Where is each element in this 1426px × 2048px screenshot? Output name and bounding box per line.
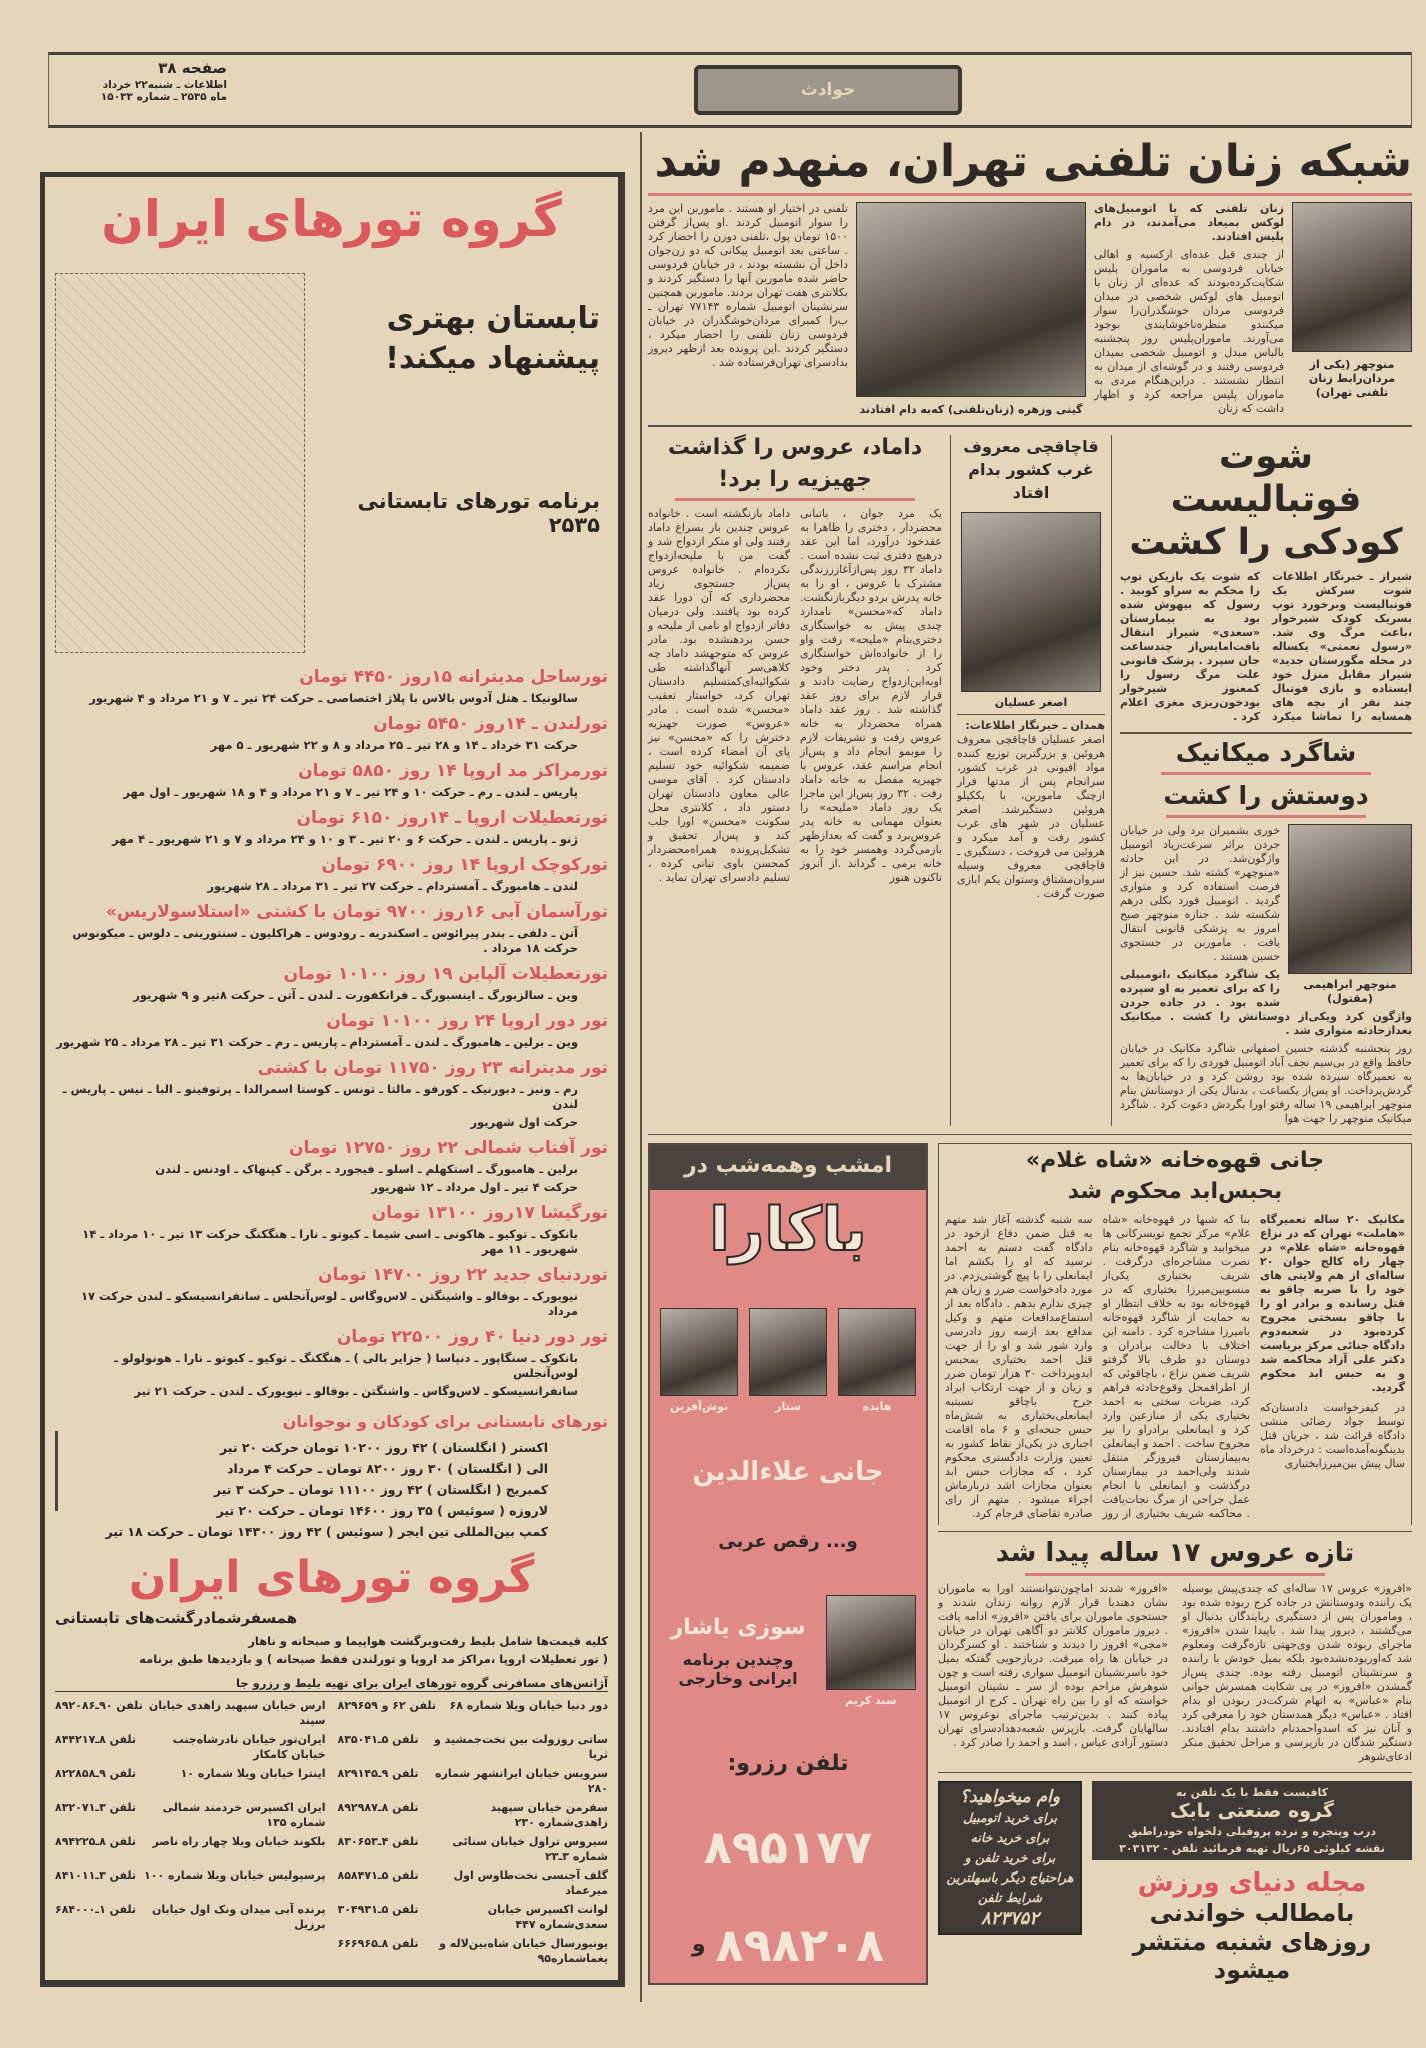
tour-ad-header [55, 189, 608, 659]
tour-title: تورتعطیلات اروپا ـ ۱۴روز ۶۱۵۰ تومان [296, 808, 608, 828]
agency-address: ارس خیابان سپهبد زاهدی خیابان سپند [148, 1698, 326, 1727]
mechanic-body-top: خوری بشمیران برد ولی در خیابان جردن براثر سرعت‌زیاد اتومبیل واژگون‌شد. در این حادثه «منوچهر» کشته شد. حسین نیز از فرصت استفاده کرد و متواری گردید . اتومبیل فورد بکلی درهم شکسته شد . جنازه منوچهر صبح امروز به پزشکی قانونی انتقال یافت . ماموربن در جستجوی حسین هستند . [1120, 824, 1280, 964]
performer-photo [749, 1308, 827, 1396]
reservation-phone-1: ۸۹۵۱۷۷ [703, 1820, 873, 1875]
photo-victim-caption: منوچهر ابراهیمی (مقتول) [1303, 978, 1397, 1006]
agency-item [338, 1764, 609, 1798]
headline-underline [675, 498, 915, 501]
johnny-aladdin: جانی علاءالدین [692, 1457, 884, 1488]
issue-date: اطلاعات ـ شنبه۲۲ خرداد [102, 79, 227, 91]
issue-info [57, 59, 227, 103]
agency-phone: تلفن ۸ـ۸۹۴۲۲۵ [55, 1834, 137, 1848]
cafe-headline-2: بحبس‌ابد محکوم شد [1067, 1178, 1283, 1204]
tour-companion: همسفرشمادرگشت‌های تابستانی [55, 1608, 298, 1627]
tour-title: توردنیای جدید ۲۲ روز ۱۴۷۰۰ تومان [318, 1265, 608, 1285]
tour-details: حرکت اول شهریور [470, 1115, 578, 1129]
performer-name: نوش‌آفرین [669, 1400, 729, 1414]
tour-price-note-2: ( تور تعطیلات اروپا ،مراکز مد اروپا و تورلندن فقط صبحانه ) و بازدیدها طبق برنامه [139, 1651, 608, 1666]
agency-item [55, 1798, 326, 1832]
agency-item [338, 1934, 609, 1968]
tour-details: حرکت ۴ تیر ـ اول مرداد ـ ۱۲ شهریور [371, 1180, 578, 1194]
section-label-box [694, 65, 962, 115]
agencies-list [55, 1696, 608, 1968]
tour-details: ژنو ـ پاریس ـ لندن ـ حرکت ۶ و ۲۰ تیر ـ ۳ و ۱۰ و ۲۴ مرداد و ۷ و ۲۱ شهریور ـ ۴ مهر [112, 832, 578, 846]
agency-phone: تلفن ۱ـ۶۸۴۰۰۰ [55, 1902, 137, 1916]
football-headline-line1: شوت فوتبالیست [1170, 435, 1362, 520]
agency-item [338, 1730, 609, 1764]
cafe-story-box [938, 1143, 1412, 1525]
agency-phone: تلفن ۳ـ۸۳۲۰۷۱ [55, 1800, 137, 1814]
tour-title: تورکوچک اروپا ۱۴ روز ۶۹۰۰ تومان [321, 855, 608, 875]
agency-address: سیروس تراول خیابان سنائی شماره ۳ـ۲۳ [452, 1834, 608, 1863]
agency-item [55, 1764, 326, 1798]
row-three-right [938, 1143, 1412, 1985]
tour-details: وین ـ سالزبورگ ـ اینسبورگ ـ فرانکفورت ـ لندن ـ آتن ـ حرکت ۸تیر و ۹ شهریور [133, 988, 578, 1002]
cafe-body-left: بنا که شبها در قهوه‌خانه «شاه غلام» مرکز تجمع تویسرکانی ها میخوابید و شاگرد قهوه‌خانه بنام نصرت مشاجره‌ای درگرفت . شریف بختیاری یکی‌از منسوبین‌میرزا بختیاری که در قهوه‌خانه بود به خلاف انتظار او به حمایت از شاگرد قهوه‌خانه بامیرزا مشاجره کرد . دامنه این اختلاف با دخالت برادران و دوستان دو طرف بالا گرفتو شریف ضمن نزاع ، باچاقوئی که از اطرافمحل وقوع‌حادثه فراهم کرد، ضربات سختی به احمد بختیاری یکی از منازعین وارد کرد و ایمانعلی برادراو را نیز مجروح ساخت . احمد و ایمانعلی به‌بیمارستان فیروزگر منتقل شدند ولی‌احمد در بیمارستان درگذشت و ایمانعلی با انجام عمل جراحی از مرگ نجات‌یافت . محاکمه شریف بختیاری از روز سه شنبه گذشته آغاز شد متهم به قتل ضمن دفاع ازخود در دادگاه گفت دستم به احمد نرسید که او را بکشم اما ایمانعلی را با پیچ گوشتی‌زدم. در مورد دادخواست ضرر و زیان هم چیزی ندارم بدهم . دادگاه بعد از استماع‌مدافعات متهم و وکیل مدافع بعد ازسه روز دادرسی وارد شور شد و او را از جهت قتل احمد بختیاری بمحبس ابدوپرداخت ۳۰ هزار تومان ضرر و زیان و از جهت ارتکاب ایراد جرح باچاقو نسبتبه ایمانعلی‌بختیاری به شش‌ماه حبس جنحه‌ای و ۶ ماه اقامت اجباری در یکی‌از نقاط کشور به تعیین وزارت دادگستری محکوم کرد ، که مجازات حبس ابد بعنوان مجازات اشد دربارماش اجراء میشود . متهم از رای صادره تقاضای فرجام کرد. [945, 1213, 1250, 1521]
photo-manouchehr-caption: منوچهر (یکی از مردان‌رابط زنان تلفنی تهران) [1308, 357, 1396, 399]
bride-body-left: «افروز» شدند اماچون‌نتوانستند اورا به ماموران نشان دهندبا قرار لازم روانه زندان شدند و جستجوی ماموران برای یافتن «افروز» ادامه یافت . دیروز ماموران کلانتر دو آگاهی تهران در خیابان «مجی» افروز را دیدند و شناختند . او کسرگردان در خیابان ها راه میرفت. دربازجویی گفتکه بمیل خود باسرنشینان اتومبیل سواری رفته است و چون شوهرش مزاحم بوده از سر ـ نشینان اتومبیل خواسته که او را بین راه تهران ـ کرج از اتومبیل پیاده کنند . بدین‌ترتیب ماجرای نوعروس ۱۷ سالهایان گرفت. بازپرس شعبه‌دهدادسرای تهران دستور آزادی عباس ، اسد و احمد را صادر کرد . [938, 1582, 1168, 1750]
reservation-label: تلفن رزرو: [727, 1751, 849, 1777]
tour-details: حرکت ۳۱ خرداد ـ ۱۴ و ۲۸ تیر ـ ۲۵ مرداد و ۸ و ۲۲ شهریور ـ ۵ مهر [210, 738, 578, 752]
tour-details: آتن ـ دلفی ـ بندر پیرائوس ـ اسکندریه ـ رودوس ـ هراکلیون ـ سنتورینی ـ دلوس ـ میکونوس حرکت ۱۸ مرداد . [72, 926, 578, 955]
agency-item [55, 1900, 326, 1934]
tour-details: بانکوک ـ سنگاپور ـ دنپاسا ( جزایر بالی ) ـ هنگکنگ ـ توکیو ـ کیوتو ـ نارا ـ هونولولو ـ لوس‌آنجلس [114, 1351, 578, 1380]
performer-name: ستار [775, 1400, 801, 1414]
cafe-right-column [1260, 1213, 1405, 1521]
singer-caption: سید کریم [845, 1694, 897, 1708]
row-two [648, 425, 1412, 1135]
agency-phone: تلفن ۸ـ۸۴۴۲۱۷ [55, 1732, 137, 1746]
babak-line2: درب وپنجره و نرده پروفیلی دلخواه خودراطبق [1127, 1825, 1376, 1839]
tour-details: نیویورک ـ بوفالو ـ واشینگتن ـ لاس‌وگاس ـ لوس‌آنجلس ـ سانفرانسیسکو ـ لندن حرکت ۱۷ مرداد [80, 1289, 578, 1318]
bakara-venue-logo: باکارا [709, 1194, 867, 1265]
tour-title: تور دور دنیا ۴۰ روز ۲۲۵۰۰ تومان [336, 1327, 608, 1347]
agency-item [338, 1900, 609, 1934]
youth-tours-title: تورهای تابستانی برای کودکان و نوجوانان [282, 1412, 608, 1431]
main-story [648, 202, 1412, 425]
photo-arrested-women-caption: گیتی وزهره (زنان‌تلفنی) که‌به دام افتادند [859, 402, 1083, 416]
headline-underline [648, 193, 1412, 196]
mechanic-story-body [1120, 824, 1412, 1126]
agency-address: ایران اکسپرس خردمند شمالی شماره ۱۳۵ [162, 1800, 326, 1829]
arabic-dance: و... رقص عربی [718, 1531, 858, 1553]
agency-item [338, 1832, 609, 1866]
tour-brand-title: گروه تورهای ایران [101, 190, 562, 248]
tour-title: تورلندن ـ ۱۴روز ۵۴۵۰ تومان [373, 714, 608, 734]
agency-phone: تلفن ۵ـ۳۰۴۹۳۱ [337, 1902, 419, 1916]
babak-line3: نقشه کیلوئی ۶۵ریال تهیه فرمائید تلفن - ۳۰۳۱۳۲ [1119, 1841, 1385, 1855]
smuggler-photo-caption: اصغر عسلیان [957, 692, 1105, 715]
tour-price-note-1: کلیه قیمت‌ها شامل بلیط رفت‌وبرگشت هواپیما و صبحانه و ناهار [248, 1633, 608, 1648]
agency-item [338, 1798, 609, 1832]
agency-address: ایران‌تور خیابان نادرشاه‌جنب خیابان کامکار [172, 1732, 326, 1761]
tour-details: برلین ـ هامبورگ ـ استکهلم ـ اسلو ـ فیجورد ـ برگن ـ کپنهاک ـ اودنس ـ لندن [155, 1162, 578, 1176]
more-programs: وچندین برنامه ایرانی وخارجی [678, 1649, 798, 1689]
smuggler-story [950, 435, 1112, 1127]
performer-name: هایده [862, 1400, 892, 1414]
photo-arrested-women [856, 202, 1086, 397]
groom-body-right: یک مرد جوان ، باتبانی محضردار ، دختری را ظاهرا به عقدخود درآورد، اما این عقد درهیچ دفتری ثبت نشده است . داماد ۳۲ روز پس‌ازآغازززندگی مشترک با عروس ، او را به خانه پدرش بردو دیگربازنگشت. داماد که«محسن» نامدارد چندی پیش به خواستگاری دختری‌بنام «ملیحه» رفت واو را از خانواده‌اش خواستگاری کرد . پدر دختر وخود اوبه‌این‌ازدواج رضایت دادند و قرار لازم برای روز عقد گذاشته شد . روز عقد داماد همراه محضردار به خانه عروس رفت و تشریفات لازم را موبمو انجام داد و پس‌از انجام مراسم عقد، عروس با جهیزیه مفصل به خانه داماد رفت . ۳۲ روز پس‌از این ماجرا یک روز داماد «ملیحه» را بعنوان مهمانی به خانه پدر عروس‌برد و گفت که بعدازظهر بازمی‌گردد وهمسر خود را به خانه برمی ـ گرداند .از آنروز تاکنون هنوز [800, 506, 942, 884]
tour-title: تور دور اروپا ۲۴ روز ۱۰۱۰۰ تومان [326, 1011, 608, 1031]
mechanic-body: روز پنجشنبه گذشته حسین اصفهانی شاگرد مکانیک در خیابان حافظ واقع در بی‌سیم نجف آباد اتومبیل فوردی را که برای تعمیر به تعمیرگاه سپرده شده بود روشن کرد و در خیابان‌ها به گردش‌پرداخت. او پس‌از یکساعت ، بدنبال یکی از دوستانش بنام منوچهر ابراهیمی ۱۹ ساله رفتو اورا بگردش دعوت کرد . شاگرد میکانیک منوچهر را جهت هوا [1120, 1042, 1412, 1126]
photo-asghar-asalian [961, 512, 1101, 692]
performer-photo [660, 1308, 738, 1396]
agency-phone: تلفن ۹۰ـ۸۹۲۰۸۶ [55, 1698, 143, 1712]
cafe-body-mid: در کیفرخواست دادستان‌که توسط جواد رضائی منشی دادگاه قرائت شد ، جریان قتل بدینگونه‌آمده‌است : درخرداد ماه سال پیش بین‌میرزابختیاری [1260, 1401, 1405, 1471]
reservation-phone-2: ۸۹۸۲۰۸ [715, 1918, 885, 1973]
tour-program-title: برنامه تورهای تابستانی ۲۵۳۵ [357, 489, 600, 537]
tour-title: تورگیشا ۱۷روز ۱۳۱۰۰ تومان [371, 1203, 608, 1223]
football-headline [1120, 435, 1412, 565]
tour-details: لندن ـ هامبورگ ـ آمستردام ـ حرکت ۲۷ تیر ـ ۳۱ مرداد ـ ۲۸ شهریور [207, 879, 578, 893]
headline-underline [1025, 1573, 1325, 1576]
tour-details: سالونیکا ـ هتل آدوس بالاس با پلاژ اختصاصی ـ حرکت ۲۴ تیر ـ ۷ و ۲۱ مرداد و ۴ شهریور [89, 691, 578, 705]
youth-tour-item: کمبریج ( انگلستان ) ۴۲ روز ۱۱۱۰۰ تومان ـ حرکت ۳ تیر [213, 1482, 548, 1497]
loan-line: برای خرید تلفن و [964, 1849, 1056, 1865]
smuggler-body: اصغر عسلیان قاچاقچی معروف هروئین و بزرگترین توزیع کننده مواد افیونی در غرب کشور، سرانجام پس از مدتها فرار ازچنگ ماموربن، با یککیلو هروئین دستگیرشد. اصغر عسلیان در شهر های غرب کشور رفت و آمد میکرد و هروئین می فروخت ، دستگیری ـ قاچاقچی معروف وسیله سروان‌مشتاق وستوان یکم ایازی صورت گرفت . [957, 732, 1105, 900]
youth-tour-item: الی ( انگلستان ) ۳۰ روز ۸۲۰۰ تومان ـ حرکت ۴ مرداد [227, 1461, 548, 1476]
loan-line: هراحتیاج دیگر باسهلترین [946, 1869, 1074, 1885]
loan-line: برای خرید خانه [970, 1829, 1050, 1845]
magazine-line2: روزهای شنبه منتشر میشود [1132, 1927, 1372, 1985]
smuggler-headline: قاچاقچی معروف غرب کشور بدام افتاد [963, 436, 1099, 502]
babak-name: گروه صنعتی بابک [1170, 1799, 1334, 1822]
youth-tour-item: کمپ بین‌المللی تین ایجر ( سوئیس ) ۴۲ روز ۱۴۳۰۰ تومان ـ حرکت ۱۸ تیر [105, 1524, 548, 1539]
tour-details: سانفرانسیسکو ـ لاس‌وگاس ـ واشنگتن ـ بوفالو ـ نیویورک ـ لندن ـ حرکت ۲۱ تیر [134, 1384, 578, 1398]
section-title: حوادث [800, 80, 856, 100]
performer-card [749, 1308, 827, 1414]
agency-address: اینترا خیابان ویلا شماره ۱۰ [180, 1766, 326, 1780]
tour-list [55, 666, 608, 1399]
photo-seyed-karim [826, 1595, 916, 1690]
youth-tour-item: اکستر ( انگلستان ) ۴۲ روز ۱۰۲۰۰ تومان حرکت ۲۰ تیر [219, 1440, 548, 1455]
agency-phone: تلفن ۵ـ۸۳۵۰۴۱ [337, 1732, 419, 1746]
agency-phone: تلفن ۳ـ۸۴۱۰۱۱ [55, 1868, 137, 1882]
bakara-ad [648, 1143, 928, 1985]
tour-details: بانکوک ـ توکیو ـ هاکونی ـ اسی شیما ـ کیوتو ـ نارا ـ هنگکنگ حرکت ۱۳ تیر ـ ۱۰ مرداد ـ ۱۴ شهریور ـ ۱۱ مهر [82, 1227, 578, 1256]
loan-title: وام میخواهید؟ [959, 1787, 1061, 1808]
football-body: شیراز ـ خبرنگار اطلاعات شوت سرکش یک فوتبالیست وبرخورد توپ بسریک کودک شیرخوار ،باعث مرگ وی شد. «رسول نعمتی» یکساله در محله مگورستان جدید» شیراز مقابل منزل خود ایستاده و بازی فوتبال چند نفر از بچه های همسایه را تماشا میکرد که شوت یک بازیکن توپ را محکم به سراو کوبید . رسول که بیهوش شده بود به بیمارستان «سعدی» شیراز انتقال یافت‌امایس‌از چندساعت جان سپرد . پزشک قانونی علت مرگ رسول را کمعنوز شیرخوار بودخون‌ریزی مغزی اعلام کرد . [1120, 570, 1412, 724]
dancer-name: سوزی یاشار [670, 1615, 806, 1641]
photo-women-block [856, 202, 1086, 417]
mechanic-headline-1: شاگرد میکانیک [1175, 738, 1357, 768]
cafe-lead: مکانیک ۲۰ ساله تعمیرگاه «هاملت» تهران که در نزاع قهوه‌خانه «شاه غلام» در چهار راه کالج جوان ۲۰ ساله‌ای از هم ولایتی های خود را با ضربه چاقو به قتل رسانده و برادر او را با چاقو بسختی مجروح کرده‌بود در شعبه‌دوم دادگاه جنائی مرکز بریاست دکتر علی آزاد محاکمه شد و به حبس ابد محکوم گردید. [1260, 1213, 1405, 1395]
headline-underline [1166, 815, 1366, 818]
tour-details: رم ـ ونیز ـ دبورنیک ـ کورفو ـ مالتا ـ تونس ـ کوستا اسمرالدا ـ پرتوفینو ـ البا ـ نیس ـ پاریس ـ لندن [62, 1082, 578, 1111]
bride-body-right: «افروز» عروس ۱۷ ساله‌ای که چندی‌پیش بوسیله یک راننده ودوستانش در جاده کرج ربوده شده بود ، وماموران پس از دستگیری ربایندگان بدنبال او می‌گشتند ، دیروز پیدا شد . باپیدا شدن «افروز» ماجرای ربوده شدن وی‌جهتی تازه‌گرفت ومعلوم شد که‌اوربوده‌نشده‌بود بلکه بمیل خودش با راننده و سرنشینان اتومبیل رفته بوده. چندی پس‌از گمشدن «افروز» در پی شکایت همسرش جوانی بنام «عباس» به اتهام شرکت‌در ربودن او بدام افتاد . «عباس» دیگر همدستان خود را معرفی کرد و آنان نیز که اسدواحمدنام داشتند بدام افتادند. دستگیر شدگان در بازپرسی و مراحل تحقیق منکر ادعای‌شوهر [1182, 1582, 1412, 1764]
ad-code-mark [55, 1431, 65, 1511]
agency-item [55, 1866, 326, 1900]
photo-manouchehr-ebrahimi [1288, 824, 1412, 974]
youth-tour-item: لاروزه ( سوئیس ) ۳۵ روز ۱۴۶۰۰ تومان ـ حرکت ۲۰ تیر [216, 1503, 548, 1518]
agency-item [55, 1832, 326, 1866]
agency-address: پرنده آبی میدان ونک اول خیابان برزیل [151, 1902, 326, 1931]
tour-title: تورساحل مدیترانه ۱۵روز ۴۴۵۰ تومان [299, 667, 608, 687]
performer-photo [838, 1308, 916, 1396]
youth-tours [55, 1411, 608, 1542]
football-headline-line2: کودکی را کشت [1129, 522, 1403, 564]
agency-item [338, 1696, 609, 1730]
agency-address: لوانت اکسپرس خیابان سعدی‌شماره ۴۴۷ [487, 1902, 608, 1931]
babak-line1: کافیست فقط با یک تلفن به [1176, 1786, 1328, 1800]
main-headline: شبکه زنان تلفنی تهران، منهدم شد [654, 136, 1412, 187]
divider [1120, 732, 1412, 734]
agency-address: گلف آجنسی تخت‌طاوس اول میرعماد [453, 1868, 608, 1897]
agency-item [338, 1866, 609, 1900]
page-header [48, 52, 1412, 128]
agency-phone: تلفن ۸ـ۸۹۲۹۸۷ [337, 1800, 419, 1814]
agency-phone: تلفن ۹ـ۸۲۹۱۴۵ [337, 1766, 419, 1780]
performer-card [660, 1308, 738, 1414]
agency-phone: تلفن ۴ـ۸۳۰۶۵۳ [337, 1834, 419, 1848]
singer-block [826, 1595, 916, 1708]
agency-phone: تلفن ۹ـ۸۲۲۸۵۸ [55, 1766, 137, 1780]
bottom-ads [938, 1772, 1412, 1985]
bakara-top-line: امشب وهمه‌شب در [683, 1153, 893, 1179]
groom-headline-2: جهیزیه را برد! [718, 467, 872, 493]
agencies-title: آژانس‌های مسافرتی گروه تورهای ایران برای تهیه بلیط و رزرو جا [55, 1675, 608, 1692]
magazine-title: مجله دنیای ورزش [1137, 1867, 1367, 1898]
issue-number: ماه ۲۵۳۵ ـ شماره ۱۵۰۳۳ [100, 91, 227, 103]
main-story-lead: زنان تلفنی که با اتومبیل‌های لوکس بمیعاد می‌آمدند، در دام پلیس افتادند. [1094, 201, 1284, 243]
mechanic-lead: یک شاگرد میکانیک ،اتومبیلی را که برای تعمیر به او سپرده شده بود . در جاده جردن واژگون کرد ویکی‌از دوستانش را کشت . میکانیک بعدازحادثه متواری شد . [1120, 968, 1412, 1038]
photo-man-block [1292, 202, 1412, 417]
bride-headline: تازه عروس ۱۷ ساله پیدا شد [995, 1538, 1355, 1569]
agency-item [55, 1696, 326, 1730]
agency-address: دور دنیا خیابان ویلا شماره ۶۸ [449, 1698, 608, 1712]
headline-underline [1161, 772, 1371, 775]
agency-address: پرسپولیس خیابان ویلا شماره ۱۰۰ [144, 1868, 326, 1882]
agency-phone: تلفن ۶۲ و ۸۲۹۶۵۹ [337, 1698, 437, 1712]
right-section [648, 136, 1412, 1985]
tour-title: تور آفتاب شمالی ۲۲ روز ۱۲۷۵۰ تومان [288, 1138, 608, 1158]
europe-landmarks-illustration [55, 273, 305, 653]
tour-title: تورآسمان آبی ۱۶روز ۹۷۰۰ تومان با کشتی «استلاسولاریس» [105, 902, 608, 922]
tour-details: پاریس ـ لندن ـ رم ـ حرکت ۱۰ و ۲۴ تیر ـ ۷ و ۲۱ مرداد و ۴ و ۱۸ شهریور ـ اول مهر [123, 785, 578, 799]
agency-phone: تلفن ۵ـ۸۵۸۴۷۱ [337, 1868, 419, 1882]
agency-address: سفرمن خیابان سپهبد زاهدی‌شماره ۲۳۰ [490, 1800, 608, 1829]
magazine-line1: بامطالب خواندنی [1149, 1898, 1355, 1927]
loan-phone: ۸۲۳۷۵۲ [980, 1907, 1039, 1929]
tour-title: تورتعطیلات آلپاین ۱۹ روز ۱۰۱۰۰ تومان [283, 964, 608, 984]
reservation-and: و [691, 1932, 706, 1958]
tour-tagline: تابستان بهتری پیشنهاد میکند! [385, 301, 600, 376]
loan-line: شرایط تلفن [978, 1889, 1042, 1905]
cafe-headline-1: جانی قهوه‌خانه «شاه غلام» [1025, 1148, 1325, 1174]
bottom-ads-right [1092, 1781, 1412, 1985]
agency-address: بلکوند خیابان ویلا چهار راه ناصر [152, 1834, 326, 1848]
mechanic-headline-2: دوستش را کشت [1163, 781, 1369, 811]
mechanic-photo-block [1288, 824, 1412, 1006]
column-divider [640, 132, 642, 2002]
agency-address: سرویس خیابان ایرانشهر شماره ۲۸۰ [435, 1766, 608, 1795]
loan-line: برای خرید اتومبیل [962, 1809, 1058, 1825]
tour-details: وین ـ برلین ـ هامبورگ ـ لندن ـ آمستردام ـ پاریس ـ رم ـ حرکت ۳۱ تیر ـ ۲۸ مرداد ـ ۲۵ شهریور [56, 1035, 578, 1049]
agency-address: یونیورسال خیابان شاه‌بین‌لاله و یغماشماره۹۵ [439, 1936, 608, 1965]
bride-story [938, 1531, 1412, 1764]
agency-item [55, 1730, 326, 1764]
page-number: صفحه ۳۸ [158, 59, 227, 77]
tour-title: تور مدیترانه ۲۳ روز ۱۱۷۵۰ تومان با کشتی [257, 1058, 608, 1078]
performer-card [838, 1308, 916, 1414]
right-column-stories [1112, 435, 1412, 1127]
tour-brand-footer: گروه تورهای ایران [128, 1552, 535, 1603]
groom-body-left: داماد بازنگشته است . خانواده عروس چندین بار بسراغ داماد رفتند ولی او منکر ازدواج شد و گفت من با ملیحه‌ازدواج نکرده‌ام . خانواده عروس پس‌از جستجوی زیاد محضرداری که آن دورا عقد کرده بود یافتند. ولی درمیان دفاتر ازدواج او نامی از ملیحه و حسن بردهنشده بود. مادر عروس که متوجهشد داماد چه کلاهی‌سر آنهاگذاشته طی شکوائیه‌ای‌کمتسلیم دادستان تهران کرد، خواستار تعقیب «محسن» شده است . مادر «عروس» صورت جهیزیه دخترش را که «محسن» نیز پای آن امضاء کرده است ، ضمیمه شکوائیه خود تسلیم دادستان کرد . آقای موسی عالی معاون دادستان تهران دستور داد ، کلانتری محل سکونت «محسن» اورا جلب کند و پس‌از تحقیق و تشکیل‌پرونده همراه‌محضردار کمحسن باوی تبانی کرده ، تسلیم دادسرای تهران نماید . [648, 506, 790, 884]
agency-phone: تلفن ۸ـ۶۶۶۹۶۵ [337, 1936, 419, 1950]
photo-manouchehr [1292, 202, 1412, 352]
smuggler-dateline: همدان ـ خبرنگار اطلاعات: [965, 718, 1105, 732]
groom-headline-1: داماد، عروس را گذاشت [667, 434, 923, 460]
loan-ad [938, 1781, 1082, 1935]
tour-ad [40, 172, 625, 1987]
tour-title: تورمراکز مد اروپا ۱۴ روز ۵۸۵۰ تومان [298, 761, 608, 781]
main-story-body-left: تلفنی در اختیار او هستند . ماموربن این مرد را سوار اتومبیل کردند .او پس‌از گرفتن ۱۵۰۰ تومان پول ،تلفنی دوزن را احضار کرد . ساعتی بعد اتومبیل پیکانی که دو زن‌جوان داخل آن نشسته بودند ، در خیابان فردوسی حاضر شده ماموربن آنها را دستگیر کردند و بکلانتری هفت تهران بردند. ماموربن همچنین سرنشینان اتومبیل شماره ۷۷۱۴۳ تهران ـ ب‌را کمبرای مردان‌خوشگذران در خیابان فردوسی زنان تلفنی را احضار میکرد ، دستگیر کردند .این پرونده بعد ازظهر دیروز بدادسرای تهران‌فرستاده شد . [648, 201, 848, 369]
main-story-right-column [1094, 202, 1284, 417]
main-story-body-right: از چندی قبل عده‌ای ازکسبه و اهالی خیابان فردوسی به ماموران پلیس شکایت‌کرده‌بودند که عده‌ای از زنان با اتومبیل های لوکس شخصی در میدان فردوسی مردان خوشگذران‌را سوار میکنندو منظره‌ناخوشایندی بوجود می‌آورند. ماموران‌پلیس روز پنجشنبه بالباس مبدل و اتومبیل شخصی بمیدان فردوسی رفتند و در گوشه‌ای از میدان به انتظار نشستند . دراین‌هنگام مردی به ماموران پلیس مراجعه کرد و اظهار داشت که زنان [1094, 247, 1284, 415]
agency-address: ساتی روزولت بین تخت‌جمشید و ثریا [433, 1732, 608, 1761]
row-three [648, 1134, 1412, 1985]
groom-story [648, 435, 950, 1127]
babak-ad [1092, 1781, 1412, 1859]
